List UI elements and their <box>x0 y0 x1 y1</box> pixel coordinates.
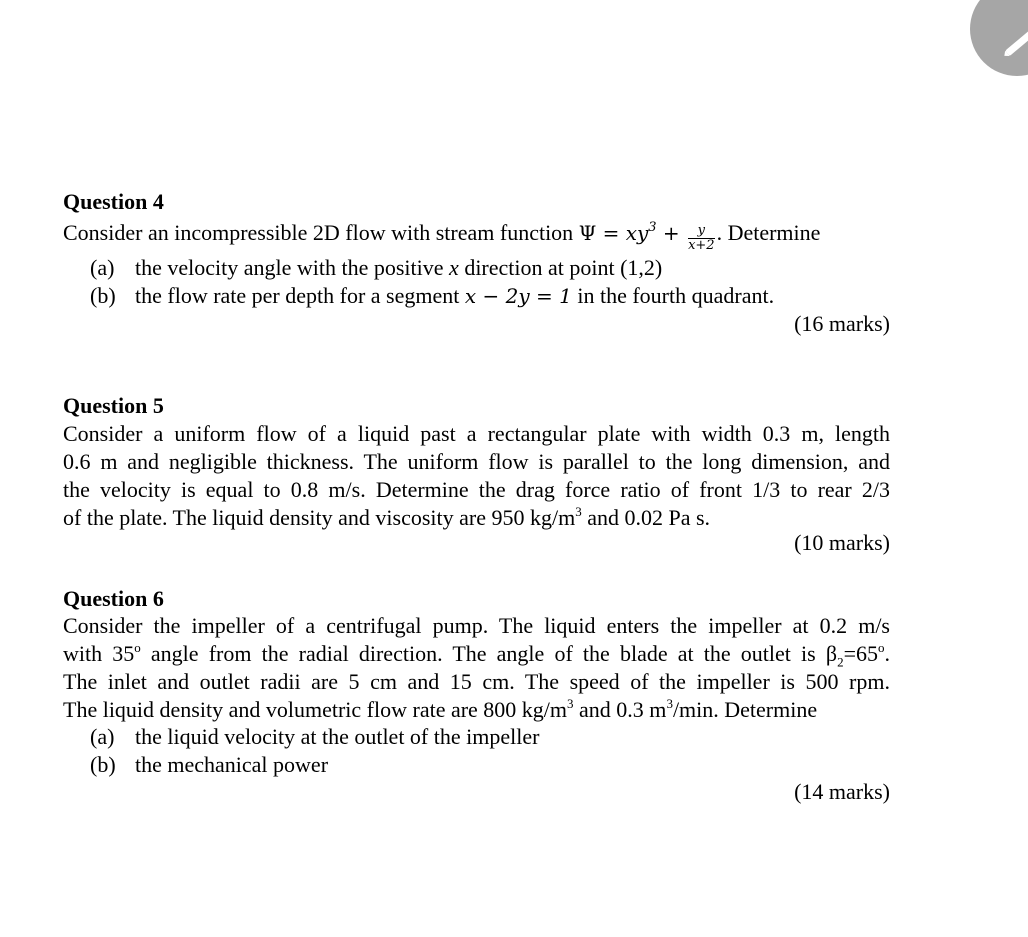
question-5-body <box>63 420 890 532</box>
question-4-part-b-text: the flow rate per depth for a segment x − 2y = 1 in the fourth quadrant. <box>135 283 775 308</box>
question-5-line: of the plate. The liquid density and viscosity are 950 $kg/m^3$ and 0.02 Pa s. <box>63 503 711 530</box>
fraction-y-over-x-plus-2: $\frac{y}{x+2}$ <box>688 223 715 253</box>
term-xy3: $xy^3$ <box>625 220 657 245</box>
question-6-line: Consider the impeller of a centrifugal pump. The liquid enters the impeller at 0.2 m/s <box>63 613 890 638</box>
question-6-part-a-text: the liquid velocity at the outlet of the impeller <box>135 724 540 749</box>
question-4-intro: Consider an incompressible 2D flow with stream function $\Psi = xy^3$ + $\frac{y}{x+2}$ . Determine <box>63 220 821 253</box>
question-5-marks: (10 marks) <box>794 530 890 555</box>
question-6-part-a-label: (a) <box>90 724 115 749</box>
question-5-line: Consider a uniform flow of a liquid past a rectangular plate with width 0.3 m, length <box>63 421 890 446</box>
question-5-heading: Question 5 <box>63 393 164 418</box>
question-6-line: The liquid density and volumetric flow rate are 800 $kg/m^3$ and 0.3 $m^3/\min$. Determine <box>63 695 818 722</box>
question-4-heading: Question 4 <box>63 189 164 214</box>
question-5-line: 0.6 m and negligible thickness. The uniform flow is parallel to the long dimension, and <box>63 449 890 474</box>
pencil-edit-icon <box>970 0 1028 76</box>
question-4-part-a-text: the velocity angle with the positive x direction at point (1,2) <box>135 255 663 280</box>
question-6-part-b-text: the mechanical power <box>135 752 329 777</box>
psi-symbol: Ψ <box>578 221 597 245</box>
question-6-line: The inlet and outlet radii are 5 cm and 15 cm. The speed of the impeller is 500 rpm. <box>63 669 890 694</box>
segment-equation: x − 2y = 1 <box>464 284 572 308</box>
question-6-line: with 35$^o$ angle from the radial direction. The angle of the blade at the outlet is $\beta_2=65^o$. <box>63 639 890 670</box>
edit-badge[interactable] <box>970 0 1028 76</box>
question-4-marks: (16 marks) <box>794 311 890 336</box>
question-4-part-b-label: (b) <box>90 283 116 308</box>
question-6-heading: Question 6 <box>63 586 164 611</box>
question-5-line: the velocity is equal to 0.8 m/s. Determine the drag force ratio of front 1/3 to rear 2/3 <box>63 477 890 502</box>
question-6-body <box>63 612 890 724</box>
question-6-part-b-label: (b) <box>90 752 116 777</box>
question-4-part-a-label: (a) <box>90 255 115 280</box>
question-6-marks: (14 marks) <box>794 779 890 804</box>
